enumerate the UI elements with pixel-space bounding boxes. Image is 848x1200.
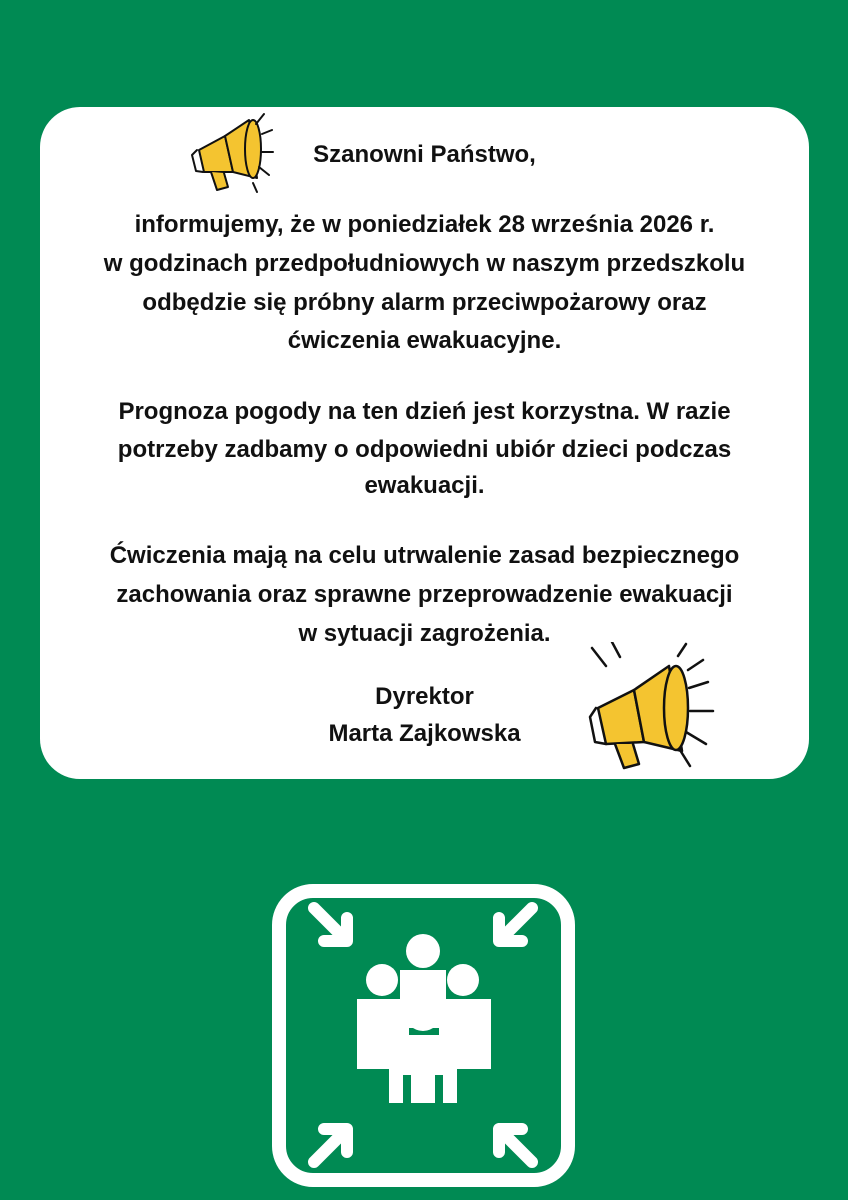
signature-role: Dyrektor <box>375 683 474 710</box>
paragraph-1-line-4: ćwiczenia ewakuacyjne. <box>287 327 562 354</box>
megaphone-icon <box>582 642 722 772</box>
paragraph-1-line-1: informujemy, że w poniedziałek 28 września 2026 r. <box>134 211 715 238</box>
megaphone-icon <box>185 112 275 196</box>
paragraph-1-line-3: odbędzie się próbny alarm przeciwpożarowy oraz <box>142 289 707 316</box>
paragraph-3-line-3: w sytuacji zagrożenia. <box>298 620 551 647</box>
paragraph-2-line-1: Prognoza pogody na ten dzień jest korzystna. W razie <box>118 398 731 425</box>
signature-name: Marta Zajkowska <box>328 720 521 747</box>
greeting: Szanowni Państwo, <box>313 141 536 168</box>
paragraph-2-line-3: ewakuacji. <box>364 472 485 499</box>
paragraph-2-line-2: potrzeby zadbamy o odpowiedni ubiór dzieci podczas <box>117 436 732 463</box>
paragraph-1-line-2: w godzinach przedpołudniowych w naszym przedszkolu <box>103 250 746 277</box>
assembly-point-icon <box>269 881 578 1190</box>
paragraph-3-line-1: Ćwiczenia mają na celu utrwalenie zasad bezpiecznego <box>109 542 740 569</box>
paragraph-3-line-2: zachowania oraz sprawne przeprowadzenie ewakuacji <box>116 581 733 608</box>
